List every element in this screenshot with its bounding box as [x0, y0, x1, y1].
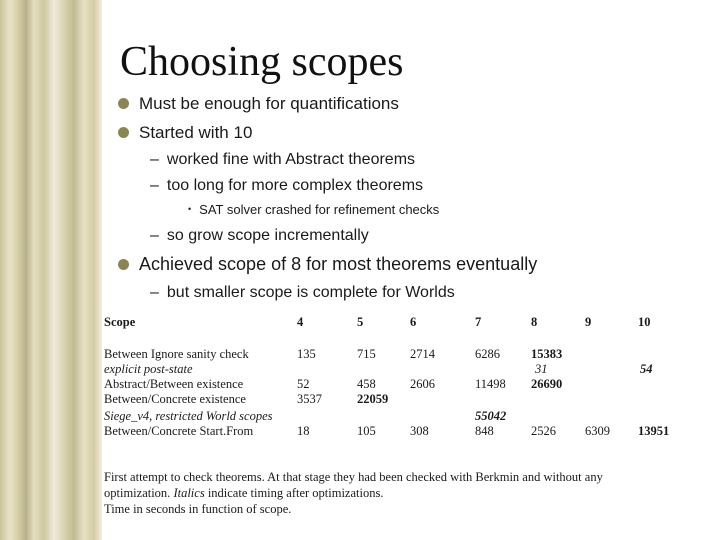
bullet-started-with-10: Started with 10 — [118, 123, 252, 143]
table-row-label: Between/Concrete Start.From — [104, 424, 254, 438]
table-cell: 2606 — [410, 377, 435, 391]
dash-icon: – — [150, 284, 159, 301]
decorative-side-stripe — [0, 0, 102, 540]
table-cell: 55042 — [475, 409, 507, 423]
dash-icon: – — [150, 151, 159, 168]
table-row-label: Between Ignore sanity check — [104, 347, 249, 361]
slide-title: Choosing scopes — [120, 39, 404, 85]
table-cell: 31 — [535, 362, 548, 376]
table-cell: 11498 — [475, 377, 506, 391]
table-row-label: Between/Concrete existence — [104, 392, 246, 406]
table-cell: 18 — [297, 424, 310, 438]
table-header-7: 7 — [475, 315, 482, 329]
table-cell: 105 — [357, 424, 376, 438]
subsubbullet-sat-crashed: • SAT solver crashed for refinement checks — [188, 202, 440, 217]
table-header-9: 9 — [585, 315, 592, 329]
footnote-line-1: First attempt to check theorems. At that stage they had been checked with Berkmin and without any — [104, 470, 603, 484]
table-footnote — [104, 469, 704, 517]
table-cell: 848 — [475, 424, 494, 438]
bullet-quantifications: Must be enough for quantifications — [118, 94, 399, 114]
table-header-scope: Scope — [104, 315, 136, 329]
table-header-8: 8 — [531, 315, 538, 329]
dash-icon: – — [150, 177, 159, 194]
subbullet-smaller-scope: – but smaller scope is complete for Worlds — [150, 284, 455, 301]
table-header-4: 4 — [297, 315, 304, 329]
table-cell: 2526 — [531, 424, 556, 438]
table-cell: 6309 — [585, 424, 610, 438]
footnote-line-2: optimization. Italics indicate timing after optimizations. — [104, 486, 384, 500]
table-cell: 6286 — [475, 347, 500, 361]
bullet-dot-icon — [118, 127, 129, 138]
table-header-6: 6 — [410, 315, 417, 329]
table-row-label: Siege_v4, restricted World scopes — [104, 409, 273, 423]
table-row-label: explicit post-state — [104, 362, 193, 376]
footnote-line-3: Time in seconds in function of scope. — [104, 502, 292, 516]
dash-icon: – — [150, 227, 159, 244]
table-cell: 308 — [410, 424, 429, 438]
subbullet-grow-scope: – so grow scope incrementally — [150, 227, 369, 244]
table-cell: 2714 — [410, 347, 435, 361]
table-cell: 13951 — [638, 424, 670, 438]
table-cell: 135 — [297, 347, 316, 361]
subbullet-too-long: – too long for more complex theorems — [150, 177, 424, 194]
footnote-italics-word: Italics — [173, 486, 205, 500]
table-cell: 26690 — [531, 377, 563, 391]
bullet-dot-icon — [118, 98, 129, 109]
table-row-label: Abstract/Between existence — [104, 377, 244, 391]
table-cell: 54 — [640, 362, 653, 376]
scope-timing-table — [104, 315, 704, 443]
table-cell: 52 — [297, 377, 310, 391]
table-cell: 3537 — [297, 392, 322, 406]
table-cell: 458 — [357, 377, 376, 391]
table-cell: 15383 — [531, 347, 563, 361]
small-bullet-icon: • — [188, 204, 192, 214]
subbullet-worked-fine: – worked fine with Abstract theorems — [150, 151, 416, 168]
table-cell: 22059 — [357, 392, 389, 406]
table-header-10: 10 — [638, 315, 651, 329]
table-header-5: 5 — [357, 315, 364, 329]
bullet-achieved-scope: Achieved scope of 8 for most theorems eventually — [118, 254, 537, 275]
bullet-dot-icon — [118, 259, 129, 270]
table-cell: 715 — [357, 347, 376, 361]
